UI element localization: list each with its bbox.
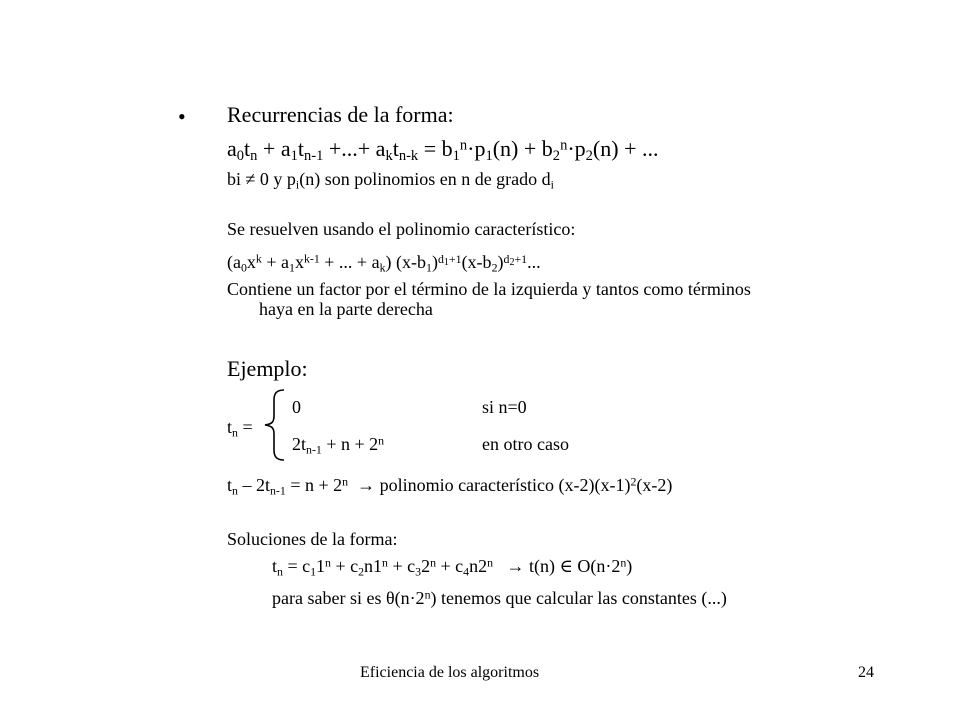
case-2-cond: en otro caso — [482, 434, 569, 454]
case-2-expr: $2t_{n-1} + n + 2^n$ — [292, 433, 385, 457]
contiene-line-2: haya en la parte derecha — [259, 299, 433, 319]
heading: Recurrencias de la forma: — [227, 102, 454, 127]
main-equation: $a_0t_n + a_1t_{n-1}$ +...+ $a_kt_{n-k} = b_1^n\cdot p_1(n) + b_2^n\cdot p_2(n)$ + ... — [227, 136, 659, 165]
case-1-expr: 0 — [292, 397, 301, 417]
contiene-line-1: Contiene un factor por el término de la izquierda y tantos como términos — [227, 279, 751, 299]
page-number: 24 — [858, 664, 874, 681]
characteristic-polynomial: ($a_0x^k + a_1x^{k-1}$ + ... + $a_k$) $(x-b_1)^{d_1+1}(x-b_2)^{d_2+1}$... — [227, 251, 541, 275]
soluciones-line: Soluciones de la forma: — [227, 529, 398, 549]
solution-form: $t_n = c_11^n + c_2n1^n + c_32^n + c_4n2^n$ → t(n) ∈ $O(n\cdot 2^n)$ — [272, 555, 633, 579]
arrow-right-icon: → — [506, 556, 525, 576]
footer-title: Eficiencia de los algoritmos — [360, 664, 540, 681]
arrow-right-icon: → — [357, 475, 376, 495]
left-brace-icon — [262, 388, 288, 462]
theta-line: para saber si es $\theta(n\cdot 2^n)$ tenemos que calcular las constantes (...) — [272, 587, 727, 608]
condition-line: bi ≠ 0 y $p_i(n)$ son polinomios en n de grado $d_i$ — [227, 169, 554, 192]
bullet: • — [178, 104, 186, 129]
case-1-cond: si n=0 — [482, 397, 527, 417]
tn-lhs: $t_n$ = — [227, 417, 253, 440]
reduced-recurrence: $t_n - 2t_{n-1} = n + 2^n$ → polinomio característico $(x-2)(x-1)^2(x-2)$ — [227, 474, 673, 498]
ejemplo-heading: Ejemplo: — [227, 356, 308, 381]
resuelven-line: Se resuelven usando el polinomio característico: — [227, 219, 576, 239]
